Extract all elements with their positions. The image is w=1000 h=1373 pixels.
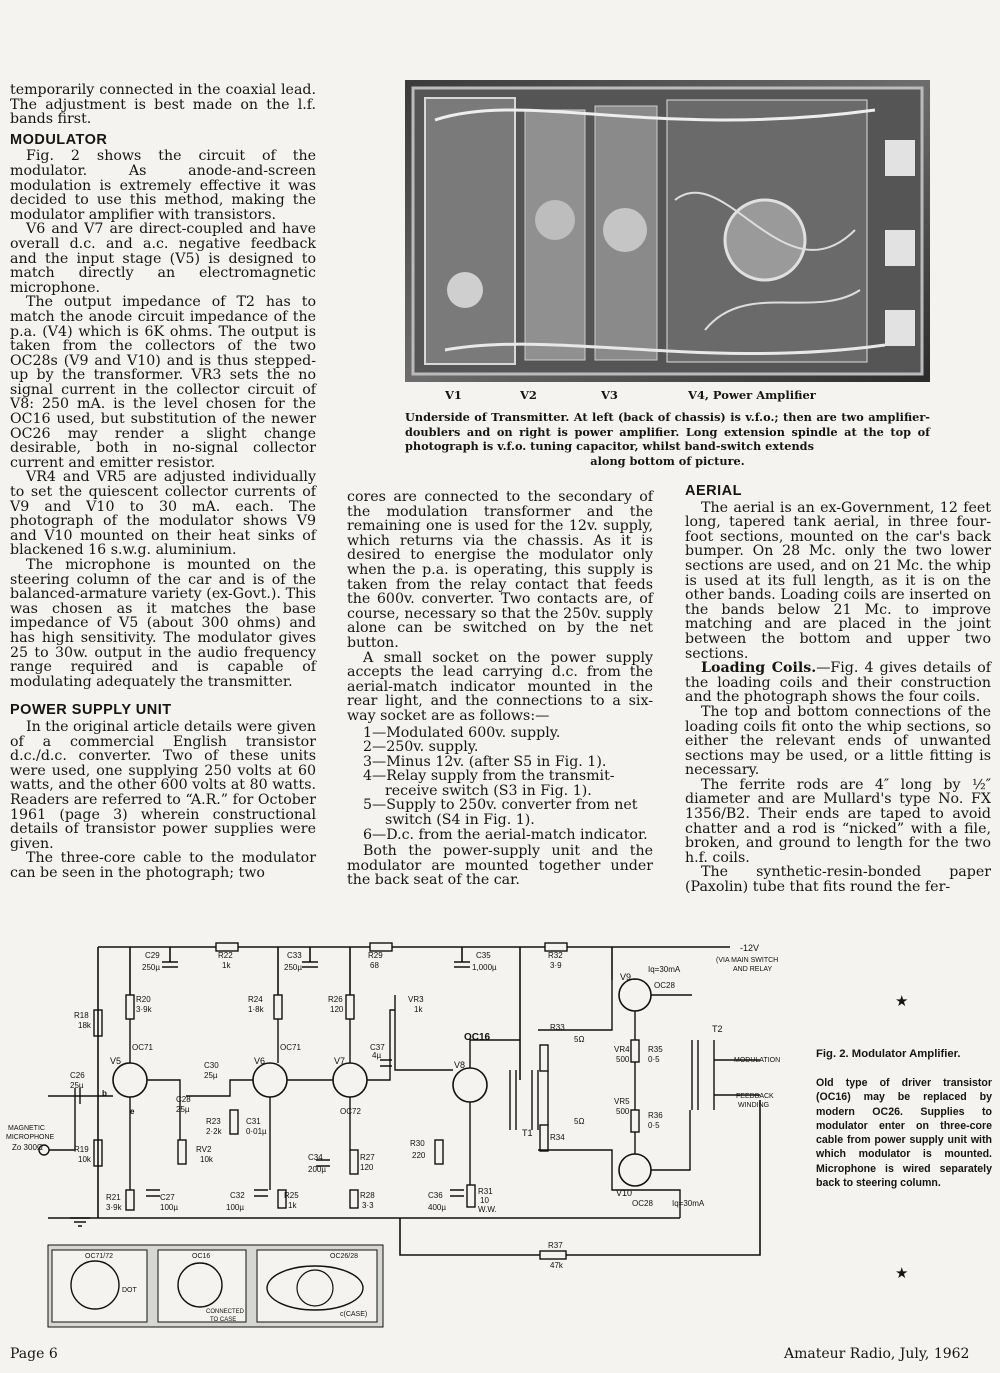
transistor-v5 xyxy=(113,1063,147,1097)
label-c29: C29 xyxy=(145,951,160,960)
intro-paragraph: temporarily connected in the coaxial lead. The adjustment is best made on the l.f. bands first. xyxy=(10,82,316,128)
label-r21: R21 xyxy=(106,1193,121,1202)
base-label-oc71-72: OC71/72 xyxy=(85,1253,114,1260)
figure-title: Fig. 2. Modulator Amplifier. xyxy=(816,1048,961,1060)
label-t2: T2 xyxy=(712,1024,723,1034)
label-c33-value: 250µ xyxy=(284,963,302,972)
label-r37: R37 xyxy=(548,1241,563,1250)
label-r26: R26 xyxy=(328,995,343,1004)
label-r36: R36 xyxy=(648,1111,663,1120)
aerial-paragraph: The ferrite rods are 4″ long by ½″ diameter and are Mullard's type No. FX 1356/B2. Their ends are taped to avoid chatter and a rod is “nicked” with a file, broken, and ground to length for the two h.f. coils. xyxy=(685,776,991,866)
label-c29-value: 250µ xyxy=(142,963,160,972)
label-r20-value: 3·9k xyxy=(136,1005,152,1014)
label-c34: C34 xyxy=(308,1153,323,1162)
publication-footer: Amateur Radio, July, 1962 xyxy=(784,1346,970,1362)
modulator-heading: MODULATOR xyxy=(10,131,108,148)
transmitter-photograph xyxy=(405,80,930,382)
list-item: 5—Supply to 250v. converter from net switch (S4 in Fig. 1). xyxy=(363,797,638,829)
label-c32: C32 xyxy=(230,1191,245,1200)
base-label-connected: TO CASE xyxy=(210,1317,237,1323)
label-r30-value: 220 xyxy=(412,1151,426,1160)
label-supply-note: AND RELAY xyxy=(733,966,773,973)
label-vr3: VR3 xyxy=(408,995,424,1004)
label-oc71: OC71 xyxy=(132,1043,153,1052)
label-r37-value: 47k xyxy=(550,1261,563,1270)
base-label-dot: DOT xyxy=(122,1287,137,1294)
modulator-paragraph: VR4 and VR5 are adjusted individually to set the quiescent collector currents of V9 and V10 to 30 mA. each. The photograph of the modulator shows V9 and V10 mounted on their heat sinks of blackened 16 s.w.g. aluminium. xyxy=(10,469,316,559)
transistor-v7 xyxy=(333,1063,367,1097)
star-icon: ★ xyxy=(895,1264,909,1282)
label-r35: R35 xyxy=(648,1045,663,1054)
label-oc28: OC28 xyxy=(654,981,675,990)
aerial-paragraph: The aerial is an ex-Government, 12 feet long, tapered tank aerial, in three four-foot sections, mounted on the car's back bumper. On 28 Mc. only the two lower sections are used, and on 21 Mc. the whip is used at its full length, as it is on the other bands. Loading coils are inserted on the bands below 21 Mc. to improve matching and are placed in the joint between the bottom and upper two sections. xyxy=(685,499,991,662)
label-c31-value: 0·01µ xyxy=(246,1127,267,1136)
label-feedback-winding: WINDING xyxy=(738,1102,770,1109)
label-r23: R23 xyxy=(206,1117,221,1126)
base-label-oc16: OC16 xyxy=(192,1253,211,1260)
list-item: 1—Modulated 600v. supply. xyxy=(363,724,561,741)
list-item: 2—250v. supply. xyxy=(363,739,479,756)
modulator-paragraph: The microphone is mounted on the steering column of the car and is of the balanced-armature variety (ex-Govt.). This was chosen as it matches the base impedance of V5 (about 300 ohms) and has high sensitivity. The modulator gives 25 to 30w. output in the audio frequency range required and is capable of modulating adequately the transmitter. xyxy=(10,557,316,690)
label-r29-value: 68 xyxy=(370,961,379,970)
label-c26: C26 xyxy=(70,1071,85,1080)
aerial-paragraph: The top and bottom connections of the loading coils fit onto the whip sections, so either the relevant ends of unwanted sections may be used, or a little fitting is necessary. xyxy=(685,703,991,779)
modulator-paragraph: Fig. 2 shows the circuit of the modulator. As anode-and-screen modulation is extremely effective it was decided to use this method, making the modulator amplifier with transistors. xyxy=(10,148,316,223)
label-oc16: OC16 xyxy=(464,1032,491,1043)
label-r23-value: 2·2k xyxy=(206,1127,222,1136)
star-icon: ★ xyxy=(895,992,909,1010)
label-r21-value: 3·9k xyxy=(106,1203,122,1212)
label-r36-value: 0·5 xyxy=(648,1121,660,1130)
label-c36: C36 xyxy=(428,1191,443,1200)
psu-paragraph: The three-core cable to the modulator can be seen in the photograph; two xyxy=(10,850,316,881)
psu-continued-paragraph: cores are connected to the secondary of the modulation transformer and the remaining one is used for the 12v. supply, which returns via the chassis. As it is desired to energise the modulator only when the p.a. is operating, this supply is taken from the relay contact that feeds the 600v. converter. Two contacts are, of course, necessary so that the 250v. supply alone can be switched on by the net button. xyxy=(347,489,653,651)
label-vr5-value: 500 xyxy=(616,1107,630,1116)
label-vr4-value: 500 xyxy=(616,1055,630,1064)
label-r27-value: 120 xyxy=(360,1163,374,1172)
transistor-v10 xyxy=(619,1154,651,1186)
loading-coils-text: —Fig. 4 gives details of the loading coils and their construction and the photograph shows the four coils. xyxy=(685,660,992,706)
label-r29: R29 xyxy=(368,951,383,960)
middle-column xyxy=(347,490,653,888)
label-r27: R27 xyxy=(360,1153,375,1162)
label-r22: R22 xyxy=(218,951,233,960)
list-item: 4—Relay supply from the transmit-receive switch (S3 in Fig. 1). xyxy=(363,768,615,799)
label-vr4: VR4 xyxy=(614,1045,630,1054)
label-mic-impedance: Zo 300Ω xyxy=(12,1143,43,1152)
label-mic: MAGNETIC xyxy=(8,1125,45,1132)
label-vr3-value: 1k xyxy=(414,1005,423,1014)
photo-caption xyxy=(405,410,930,468)
label-r19: R19 xyxy=(74,1145,89,1154)
label-oc71-b: OC71 xyxy=(280,1043,301,1052)
label-r31-value: 10 xyxy=(480,1196,489,1205)
label-v8: V8 xyxy=(454,1060,466,1070)
label-c27: C27 xyxy=(160,1193,175,1202)
label-mic: MICROPHONE xyxy=(6,1134,55,1141)
label-c28-value: 25µ xyxy=(176,1105,190,1114)
photo-label-v1: V1 xyxy=(445,388,462,402)
label-r26-value: 120 xyxy=(330,1005,344,1014)
label-t1: T1 xyxy=(522,1128,533,1138)
figure-caption: Old type of driver transistor (OC16) may be replaced by modern OC26. Supplies to modulator enter on three-core cable from power supply unit with which modulator is mounted. Microphone is wired separately back to steering column. xyxy=(816,1077,992,1190)
label-iq: Iq=30mA xyxy=(648,965,681,974)
label-r20: R20 xyxy=(136,995,151,1004)
photo-valve-labels xyxy=(405,388,930,404)
modulator-paragraph: The output impedance of T2 has to match the anode circuit impedance of the p.a. (V4) which is 6K ohms. The output is taken from the collectors of the two OC28s (V9 and V10) and is thus stepped-up by the transformer. VR3 sets the no signal current in the collector circuit of V8: 250 mA. is the level chosen for the OC16 used, but substitution of the newer OC26 may render a slight change desirable, both in no-signal collector current and emitter resistor. xyxy=(10,294,316,471)
label-oc28-b: OC28 xyxy=(632,1199,653,1208)
base-label-connected: CONNECTED xyxy=(206,1309,245,1315)
psu-socket-paragraph: A small socket on the power supply accepts the lead carrying d.c. from the aerial-match indicator mounted in the rear light, and the connections to a six-way socket are as follows:— xyxy=(347,649,653,724)
base-label-oc26-28: OC26/28 xyxy=(330,1253,359,1260)
label-c35: C35 xyxy=(476,951,491,960)
label-iq-bottom: Iq=30mA xyxy=(672,1199,705,1208)
label-feedback: FEEDBACK xyxy=(736,1093,774,1100)
psu-paragraph: In the original article details were given of a commercial English transistor d.c./d.c. converter. Two of these units were used, one supplying 250 volts at 60 watts, and the other 600 volts at 80 watts. Readers are referred to “A.R.” for October 1961 (page 3) wherein constructional details of transistor power supplies were given. xyxy=(10,718,316,852)
label-c33: C33 xyxy=(287,951,302,960)
label-r31: R31 xyxy=(478,1187,493,1196)
label-v5: V5 xyxy=(110,1056,122,1066)
label-rv2: RV2 xyxy=(196,1145,212,1154)
transistor-v8 xyxy=(453,1068,487,1102)
label-c28: C28 xyxy=(176,1095,191,1104)
label-r32-value: 3·9 xyxy=(550,961,562,970)
label-oc72: OC72 xyxy=(340,1107,361,1116)
label-c34-value: 200µ xyxy=(308,1165,326,1174)
label-r35-value: 0·5 xyxy=(648,1055,660,1064)
modulator-paragraph: V6 and V7 are direct-coupled and have overall d.c. and a.c. negative feedback and the input stage (V5) is designed to match directly an electromagnetic microphone. xyxy=(10,221,316,296)
label-r22-value: 1k xyxy=(222,961,231,970)
label-r19-value: 10k xyxy=(78,1155,91,1164)
label-c36-value: 400µ xyxy=(428,1203,446,1212)
label-c37: C37 xyxy=(370,1043,385,1052)
label-r25: R25 xyxy=(284,1191,299,1200)
label-c26-value: 25µ xyxy=(70,1081,84,1090)
loading-coils-runin: Loading Coils. xyxy=(701,660,817,677)
label-c32-value: 100µ xyxy=(226,1203,244,1212)
label-e: e xyxy=(130,1107,135,1116)
transistor-v9 xyxy=(619,979,651,1011)
label-r28: R28 xyxy=(360,1191,375,1200)
label-r31-ww: W.W. xyxy=(478,1205,497,1214)
photo-caption-main: Underside of Transmitter. At left (back of chassis) is v.f.o.; then are two amplifier-doublers and on right is power amplifier. Long extension spindle at the top of photograph is v.f.o. tuning capacitor, whilst band-switch extends xyxy=(405,410,930,454)
mounting-paragraph: Both the power-supply unit and the modulator are mounted together under the back seat of the car. xyxy=(347,843,653,889)
label-v6: V6 xyxy=(254,1056,266,1066)
socket-connection-list xyxy=(347,726,653,843)
page-number: Page 6 xyxy=(10,1346,58,1362)
label-r32: R32 xyxy=(548,951,563,960)
label-v7: V7 xyxy=(334,1056,346,1066)
label-r28-value: 3·3 xyxy=(362,1201,374,1210)
label-b: b xyxy=(102,1089,107,1098)
right-column xyxy=(685,484,991,895)
label-supply-note: (VIA MAIN SWITCH xyxy=(716,957,779,964)
photo-caption-last: along bottom of picture. xyxy=(590,453,745,468)
label-vr5: VR5 xyxy=(614,1097,630,1106)
label-v10: V10 xyxy=(616,1188,633,1198)
list-item: 3—Minus 12v. (after S5 in Fig. 1). xyxy=(363,753,607,770)
transistor-v6 xyxy=(253,1063,287,1097)
photo-label-v3: V3 xyxy=(601,388,618,402)
loading-coils-paragraph xyxy=(685,661,991,705)
label-c31: C31 xyxy=(246,1117,261,1126)
modulator-circuit-diagram xyxy=(0,930,810,1330)
photo-label-v2: V2 xyxy=(520,388,537,402)
label-r24: R24 xyxy=(248,995,263,1004)
label-c35-value: 1,000µ xyxy=(472,963,497,972)
label-c30-value: 25µ xyxy=(204,1071,218,1080)
label-v9: V9 xyxy=(620,972,632,982)
left-column xyxy=(10,83,316,880)
label-r30: R30 xyxy=(410,1139,425,1148)
base-label-case: c(CASE) xyxy=(340,1311,368,1318)
label-supply: -12V xyxy=(740,943,760,953)
label-c37-value: 4µ xyxy=(372,1051,382,1060)
label-r18-value: 18k xyxy=(78,1021,91,1030)
label-rv2-value: 10k xyxy=(200,1155,213,1164)
label-r34: R34 xyxy=(550,1133,565,1142)
label-r33: R33 xyxy=(550,1023,565,1032)
label-5-ohm: 5Ω xyxy=(574,1117,585,1126)
label-r18: R18 xyxy=(74,1011,89,1020)
label-5-ohm: 5Ω xyxy=(574,1035,585,1044)
label-r25-value: 1k xyxy=(288,1201,297,1210)
label-c27-value: 100µ xyxy=(160,1203,178,1212)
list-item: 6—D.c. from the aerial-match indicator. xyxy=(363,826,648,843)
label-modulation: MODULATION xyxy=(734,1057,781,1064)
aerial-heading: AERIAL xyxy=(685,483,742,499)
label-r24-value: 1·8k xyxy=(248,1005,264,1014)
photo-label-v4: V4, Power Amplifier xyxy=(688,388,816,402)
psu-heading: POWER SUPPLY UNIT xyxy=(10,702,172,719)
aerial-paragraph: The synthetic-resin-bonded paper (Paxolin) tube that fits round the fer- xyxy=(685,864,991,896)
label-c30: C30 xyxy=(204,1061,219,1070)
